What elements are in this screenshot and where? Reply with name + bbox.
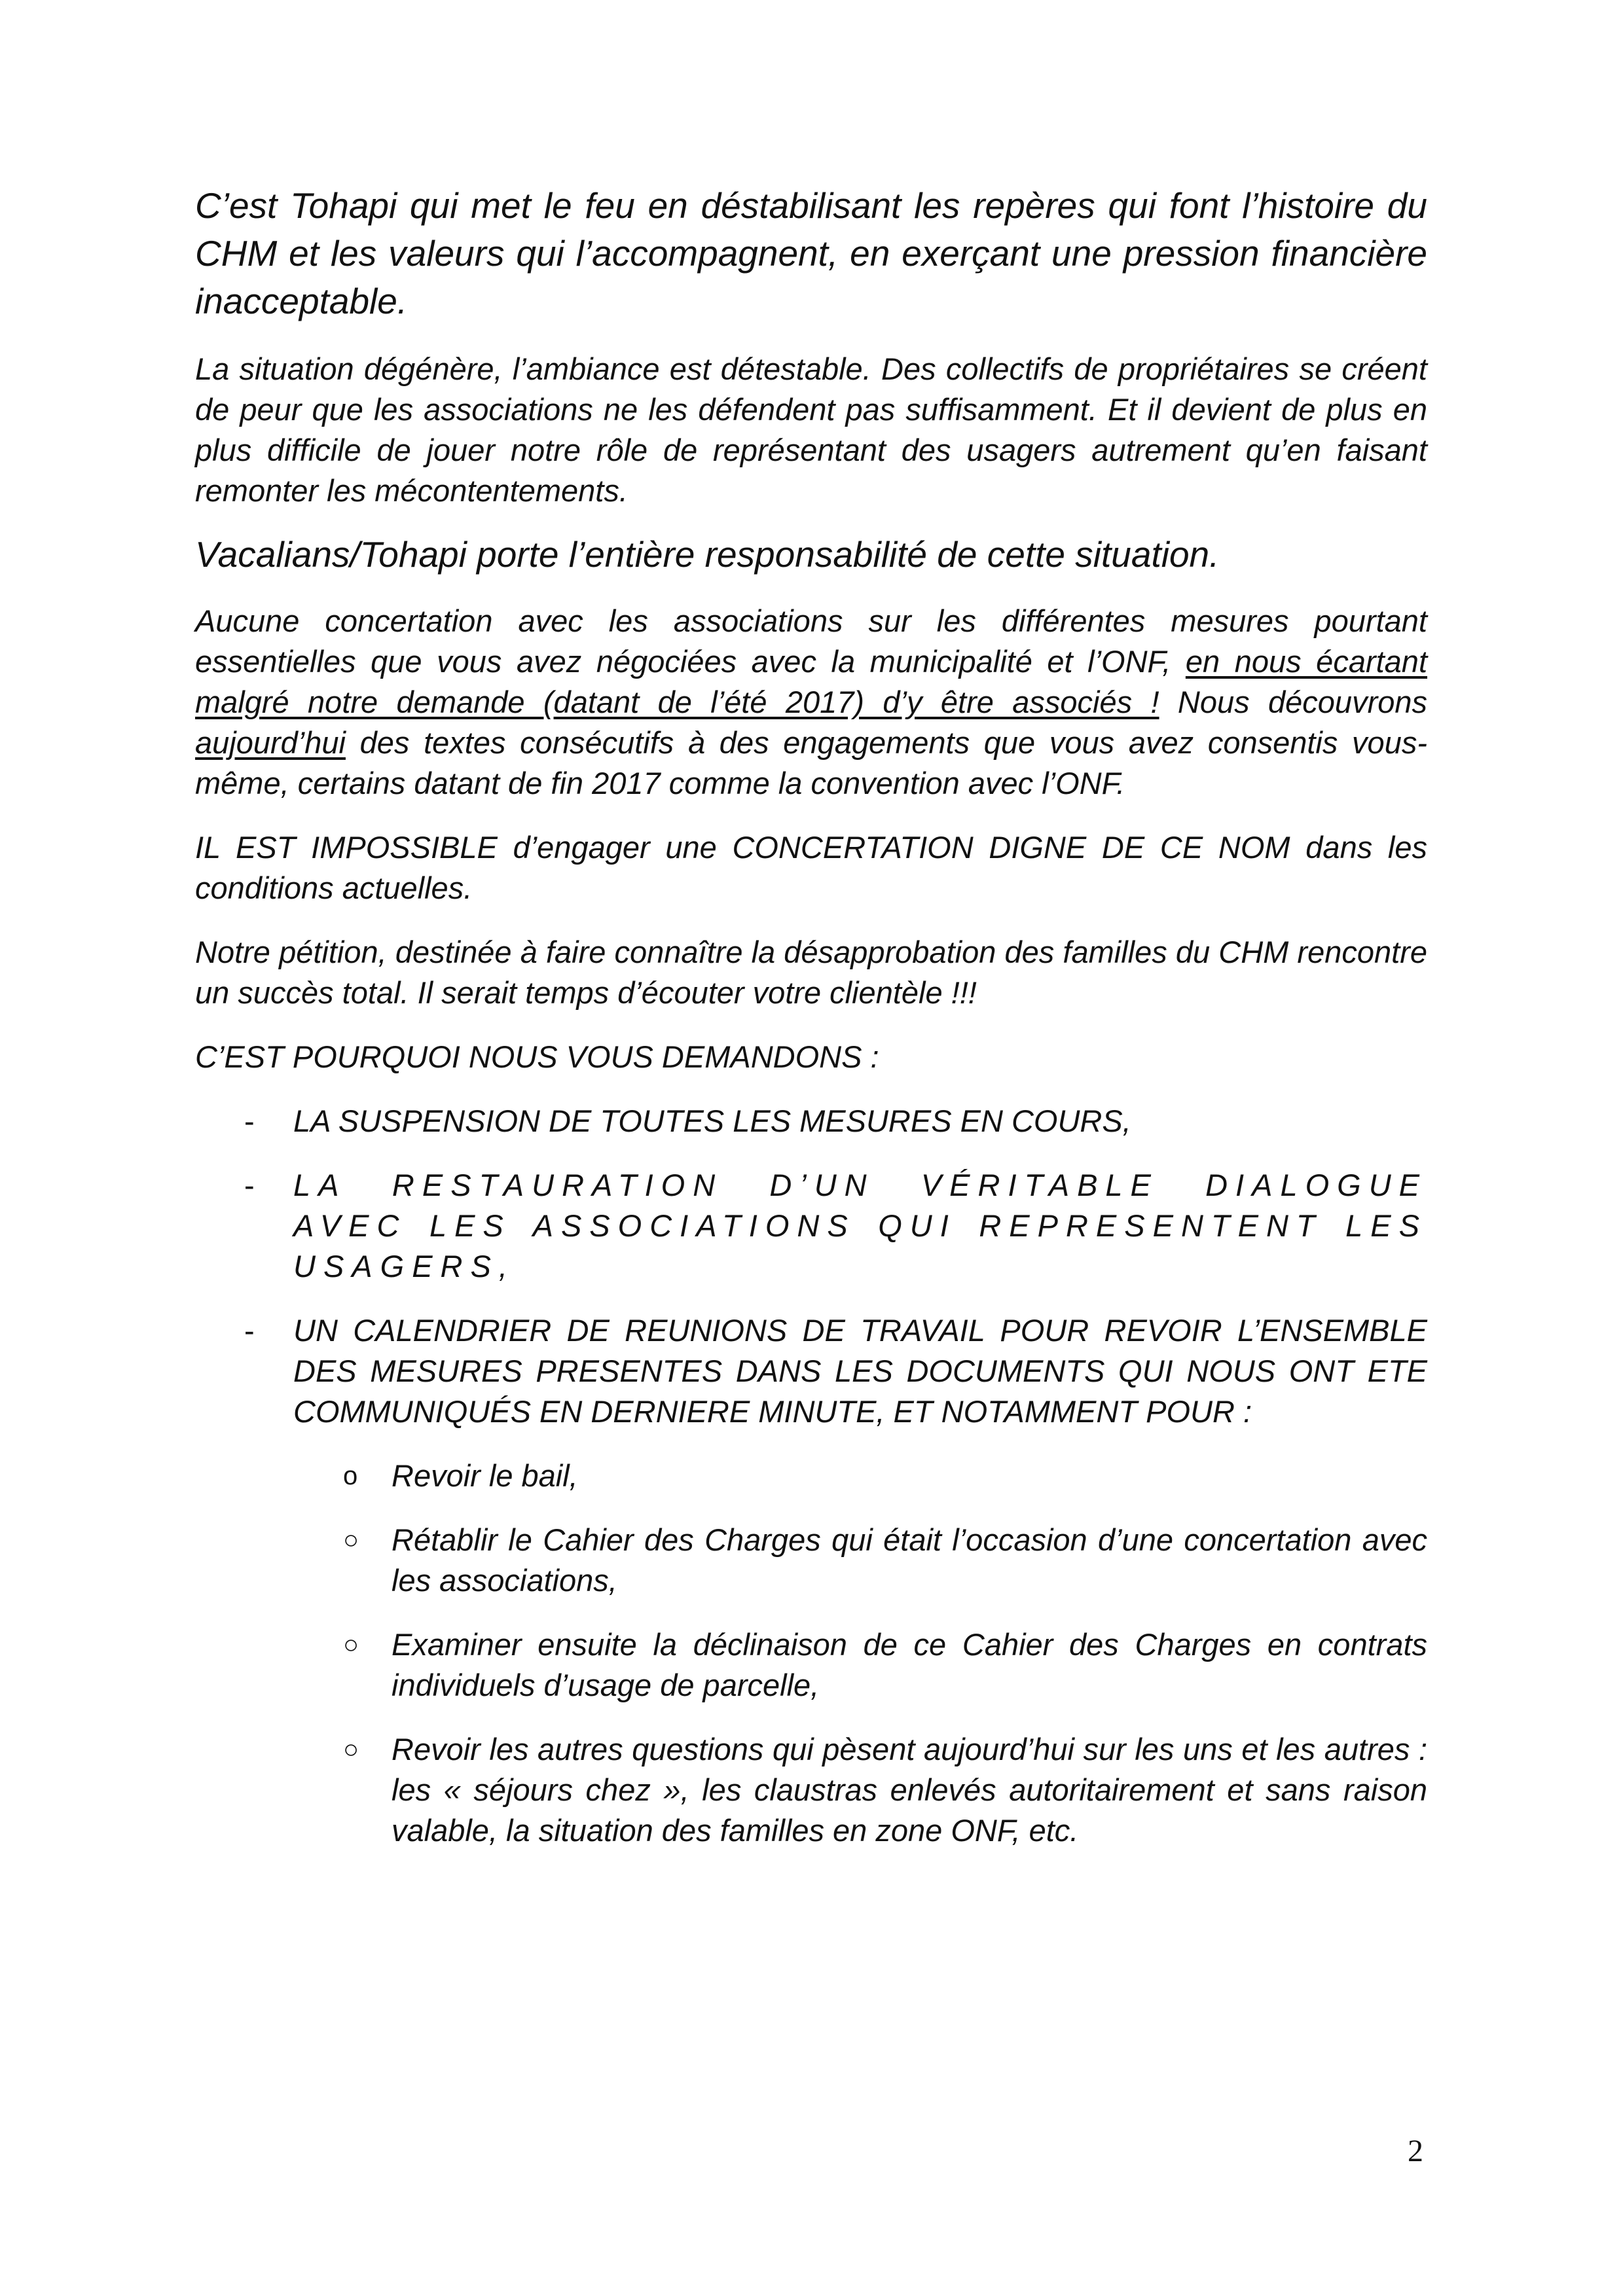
- sub-item-text: Revoir les autres questions qui pèsent aujourd’hui sur les uns et les autres : les « séjours chez », les claustras enlevés autoritairement et sans raison valable, la situation des familles en zone ONF, etc.: [392, 1732, 1427, 1848]
- sub-item: [195, 1729, 1427, 1851]
- dash-bullet: -: [244, 1168, 255, 1202]
- demand-text: UN CALENDRIER DE REUNIONS DE TRAVAIL POUR REVOIR L’ENSEMBLE DES MESURES PRESENTES DANS LES DOCUMENTS QUI NOUS ONT ETE COMMUNIQUÉS EN DERNIERE MINUTE, ET NOTAMMENT POUR :: [293, 1313, 1427, 1429]
- paragraph-responsibility: Vacalians/Tohapi porte l’entière responsabilité de cette situation.: [195, 534, 1220, 575]
- sub-item: [195, 1624, 1427, 1706]
- dash-bullet: -: [244, 1313, 255, 1348]
- sub-item-text: Revoir le bail,: [392, 1458, 578, 1493]
- demands-list: [195, 1101, 1427, 1432]
- circle-bullet: o: [343, 1462, 358, 1490]
- sub-items-list: [195, 1456, 1427, 1851]
- demand-item: [195, 1310, 1427, 1432]
- demand-item: [195, 1165, 1427, 1287]
- paragraph-situation: La situation dégénère, l’ambiance est détestable. Des collectifs de propriétaires se créent de peur que les associations ne les défendent pas suffisamment. Et il devient de plus en plus difficile de jouer notre rôle de représentant des usagers autrement qu’en faisant remonter les mécontentements.: [195, 351, 1427, 508]
- sub-item-text: Examiner ensuite la déclinaison de ce Cahier des Charges en contrats individuels d’usage de parcelle,: [392, 1627, 1427, 1702]
- sub-item-text: Rétablir le Cahier des Charges qui était l’occasion d’une concertation avec les associations,: [392, 1522, 1427, 1598]
- paragraph-no-concertation: [195, 601, 1427, 804]
- circle-bullet: ○: [343, 1526, 359, 1554]
- text-segment: des textes consécutifs à des engagements que vous avez consentis vous-même, certains datant de fin 2017 comme la convention avec l’ONF.: [195, 725, 1427, 800]
- sub-item: [195, 1520, 1427, 1601]
- text-segment: Nous découvrons: [1159, 685, 1428, 719]
- demand-text: LA RESTAURATION D’UN VÉRITABLE DIALOGUE AVEC LES ASSOCIATIONS QUI REPRESENTENT LES USAGERS,: [293, 1168, 1427, 1283]
- underlined-text: aujourd’hui: [195, 725, 346, 760]
- demand-item: [195, 1101, 1427, 1141]
- document-body: [195, 182, 1427, 1874]
- demand-text: LA SUSPENSION DE TOUTES LES MESURES EN COURS,: [293, 1103, 1131, 1138]
- sub-item: [195, 1456, 1427, 1496]
- dash-bullet: -: [244, 1103, 255, 1138]
- paragraph-petition: Notre pétition, destinée à faire connaître la désapprobation des familles du CHM rencontre un succès total. Il serait temps d’écouter votre clientèle !!!: [195, 935, 1427, 1010]
- page-number: 2: [1408, 2134, 1423, 2168]
- paragraph-demands-intro: C’EST POURQUOI NOUS VOUS DEMANDONS :: [195, 1039, 879, 1074]
- text-segment: Aucune concertation avec les associations sur les différentes mesures pourtant essentielles que vous avez négociées avec la municipalité et l’ONF,: [195, 603, 1427, 679]
- underlined-text: en nous écartant malgré notre demande (datant de l’été 2017) d’y être associés !: [195, 644, 1428, 719]
- paragraph-tohapi-accusation: C’est Tohapi qui met le feu en déstabilisant les repères qui font l’histoire du CHM et les valeurs qui l’accompagnent, en exerçant une pression financière inacceptable.: [195, 185, 1427, 321]
- circle-bullet: ○: [343, 1735, 359, 1764]
- circle-bullet: ○: [343, 1630, 359, 1659]
- paragraph-impossible: IL EST IMPOSSIBLE d’engager une CONCERTATION DIGNE DE CE NOM dans les conditions actuelles.: [195, 830, 1427, 905]
